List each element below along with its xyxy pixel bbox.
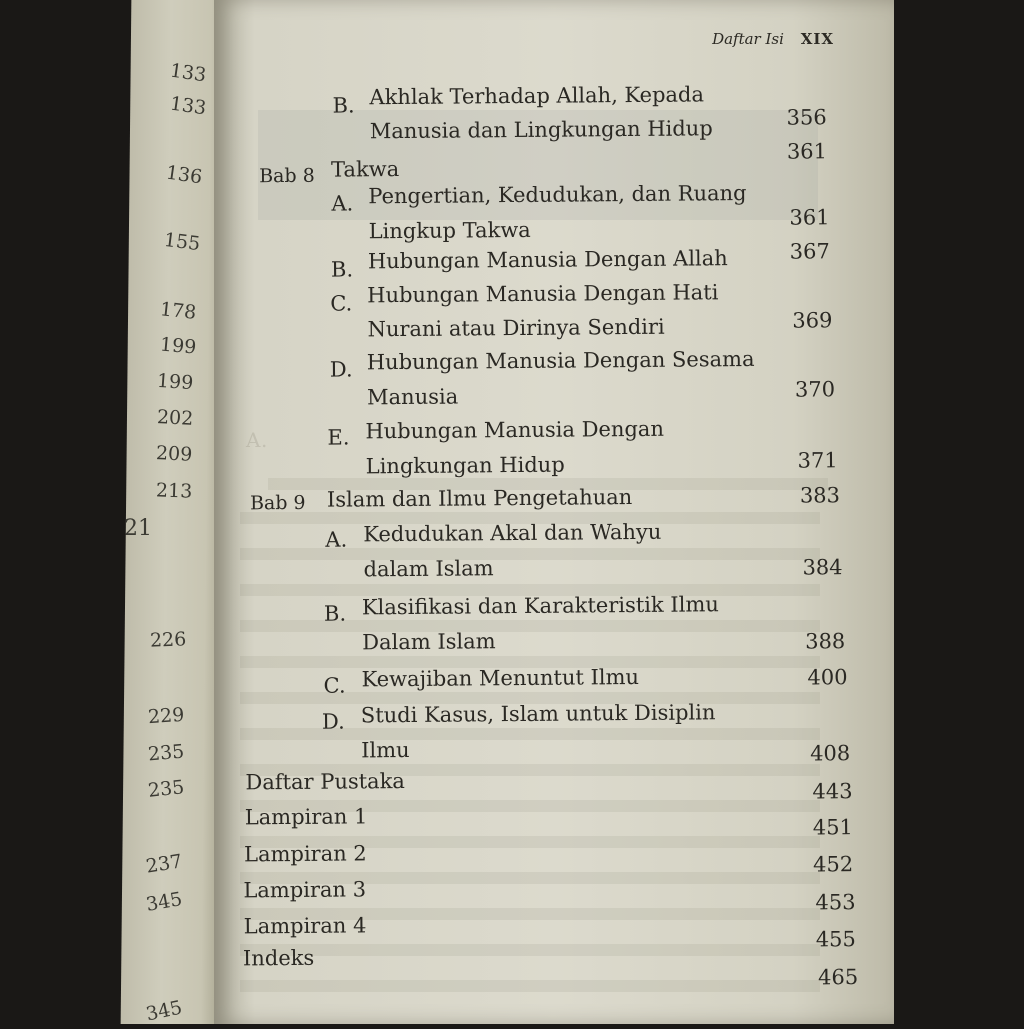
toc-item-title: Pengertian, Kedudukan, dan Ruang xyxy=(368,181,747,209)
toc-item-letter: B. xyxy=(332,93,355,118)
toc-backmatter-title: Lampiran 3 xyxy=(243,877,367,903)
toc-item-title: Nurani atau Dirinya Sendiri xyxy=(367,314,665,342)
left-page-number: 199 xyxy=(156,369,194,395)
toc-item-page: 455 xyxy=(815,927,856,952)
toc-item-letter: B. xyxy=(323,601,347,626)
toc-chapter-title: Takwa xyxy=(331,157,400,182)
toc-item-page: 370 xyxy=(794,377,836,402)
left-page-number: 237 xyxy=(144,850,184,878)
left-page-number: 213 xyxy=(155,479,193,503)
toc-item-title: Dalam Islam xyxy=(362,629,496,655)
toc-backmatter-title: Indeks xyxy=(242,945,315,971)
toc-item-page: 369 xyxy=(792,308,833,333)
toc-item-title: Manusia dan Lingkungan Hidup xyxy=(369,116,713,144)
toc-item-title: dalam Islam xyxy=(363,556,494,582)
toc-backmatter-title: Daftar Pustaka xyxy=(245,769,406,795)
toc-item-letter: B. xyxy=(330,257,354,282)
toc-item-letter: E. xyxy=(327,425,350,450)
toc-chapter-label: Bab 9 xyxy=(249,491,306,515)
toc-item-page: 384 xyxy=(802,555,843,580)
left-page-number: 229 xyxy=(147,703,185,729)
toc-item-title: Hubungan Manusia Dengan Allah xyxy=(367,246,728,274)
toc-item-title: Akhlak Terhadap Allah, Kepada xyxy=(369,82,705,110)
toc-item-title: Lingkup Takwa xyxy=(368,217,531,244)
toc-item-page: 356 xyxy=(786,105,827,130)
left-page-number: 226 xyxy=(149,628,187,652)
left-page-number: 235 xyxy=(146,776,186,802)
toc-item-letter: C. xyxy=(323,673,346,698)
toc-item-page: 443 xyxy=(812,779,853,804)
toc-item-title: Hubungan Manusia Dengan Hati xyxy=(367,280,719,308)
left-page-number: 199 xyxy=(159,333,198,359)
toc-item-title: Kewajiban Menuntut Ilmu xyxy=(361,664,640,692)
toc-item-page: 453 xyxy=(815,890,856,915)
toc-item-page: 408 xyxy=(810,741,851,766)
toc-item-title: Manusia xyxy=(366,384,459,410)
toc-item-title: Kedudukan Akal dan Wahyu xyxy=(363,519,662,547)
left-page-number: 155 xyxy=(162,228,202,256)
toc-backmatter-title: Lampiran 2 xyxy=(243,841,367,867)
toc-item-page: 400 xyxy=(807,665,848,690)
toc-item-page: 388 xyxy=(805,629,846,654)
running-header-title: Daftar Isi xyxy=(712,30,784,48)
toc-item-page: 361 xyxy=(789,205,830,230)
toc-item-letter: A. xyxy=(325,527,348,552)
toc-item-page: 452 xyxy=(812,852,854,877)
left-page-number: 21 xyxy=(124,516,152,541)
toc-item-page: 361 xyxy=(786,139,828,164)
left-page-number: 133 xyxy=(168,59,208,87)
left-page-number: 209 xyxy=(155,442,193,466)
toc-item-page: 451 xyxy=(812,815,853,840)
running-header-page-number: XIX xyxy=(800,30,834,48)
left-page-number: 136 xyxy=(164,161,204,189)
toc-item-title: Hubungan Manusia Dengan Sesama xyxy=(366,346,755,375)
left-page-number: 202 xyxy=(156,406,194,430)
toc-chapter-title: Islam dan Ilmu Pengetahuan xyxy=(326,485,633,512)
toc-backmatter-title: Lampiran 1 xyxy=(244,804,368,830)
left-page-number: 133 xyxy=(168,92,208,120)
toc-item-letter: A. xyxy=(331,191,354,216)
toc-item-letter: D. xyxy=(321,709,345,734)
left-page-number: 235 xyxy=(147,740,186,766)
toc-item-title: Ilmu xyxy=(361,737,410,763)
toc-item-title: Lingkungan Hidup xyxy=(365,452,565,479)
left-page-number: 178 xyxy=(158,298,198,324)
toc-item-letter: D. xyxy=(329,357,353,382)
toc-item-page: 383 xyxy=(799,483,841,508)
toc-item-page: 367 xyxy=(789,239,830,264)
toc-item-title: Hubungan Manusia Dengan xyxy=(365,416,665,444)
toc-item-letter: C. xyxy=(330,291,353,316)
left-page-number: 345 xyxy=(144,888,184,916)
toc-item-title: Klasifikasi dan Karakteristik Ilmu xyxy=(361,592,719,620)
toc-item-title: Studi Kasus, Islam untuk Disiplin xyxy=(360,700,716,728)
toc-backmatter-title: Lampiran 4 xyxy=(243,913,367,939)
toc-chapter-label: Bab 8 xyxy=(259,164,315,188)
toc-item-page: 465 xyxy=(817,965,859,990)
left-page-number: 345 xyxy=(144,996,185,1026)
toc-item-page: 371 xyxy=(797,448,838,473)
